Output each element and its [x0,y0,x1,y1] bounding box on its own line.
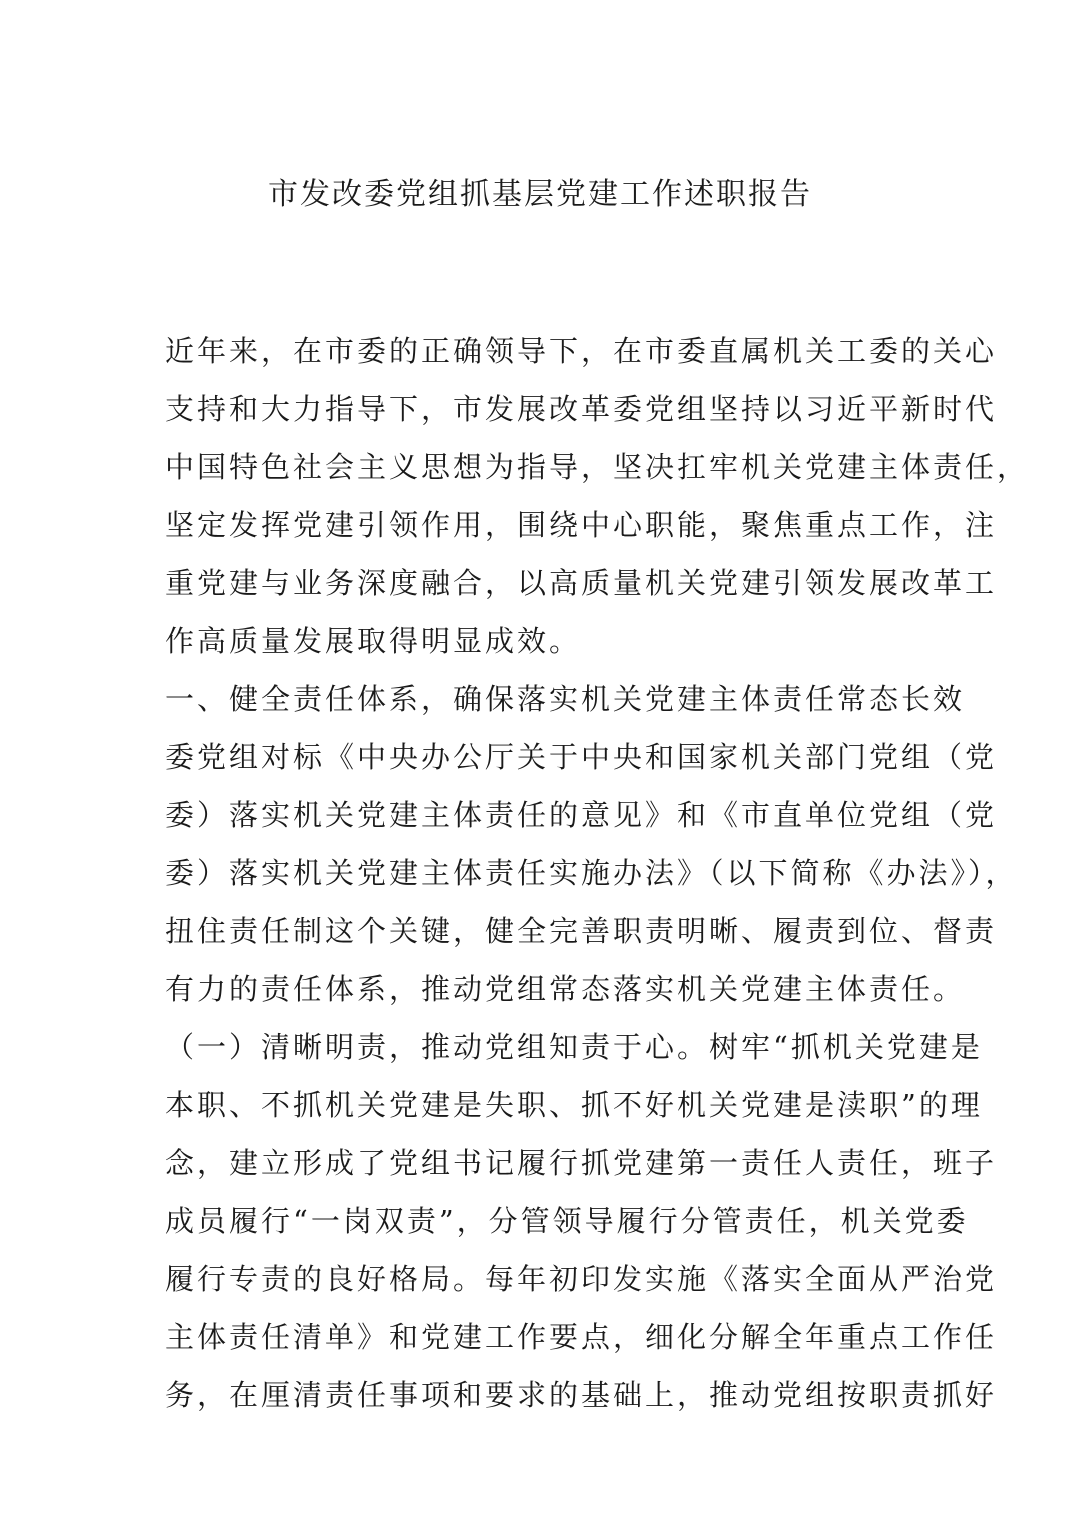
document-title: 市发改委党组抓基层党建工作述职报告 [268,177,812,212]
body-line: 务，在厘清责任事项和要求的基础上，推动党组按职责抓好 [165,1378,998,1412]
body-line: 近年来，在市委的正确领导下，在市委直属机关工委的关心 [165,334,998,368]
subsection-heading: （一）清晰明责，推动党组知责于心。树牢“抓机关党建是 [165,1030,983,1064]
body-line: 有力的责任体系，推动党组常态落实机关党建主体责任。 [165,972,966,1006]
body-line: 委）落实机关党建主体责任实施办法》（以下简称《办法》）， [165,856,1018,890]
body-line: 本职、不抓机关党建是失职、抓不好机关党建是渎职”的理 [165,1088,983,1122]
body-line: 委）落实机关党建主体责任的意见》和《市直单位党组（党 [165,798,998,832]
body-line: 扭住责任制这个关键，健全完善职责明晰、履责到位、督责 [165,914,998,948]
document-body [165,322,1030,1424]
body-line: 作高质量发展取得明显成效。 [165,624,582,658]
body-line: 坚定发挥党建引领作用，围绕中心职能，聚焦重点工作，注 [165,508,998,542]
body-line: 支持和大力指导下，市发展改革委党组坚持以习近平新时代 [165,392,998,426]
body-line: 重党建与业务深度融合，以高质量机关党建引领发展改革工 [165,566,998,600]
body-line: 履行专责的良好格局。每年初印发实施《落实全面从严治党 [165,1262,998,1296]
body-line: 主体责任清单》和党建工作要点，细化分解全年重点工作任 [165,1320,998,1354]
body-line: 委党组对标《中央办公厅关于中央和国家机关部门党组（党 [165,740,998,774]
body-line: 中国特色社会主义思想为指导，坚决扛牢机关党建主体责任， [165,450,1030,484]
body-line: 成员履行“一岗双责”，分管领导履行分管责任，机关党委 [165,1204,969,1238]
body-line: 念，建立形成了党组书记履行抓党建第一责任人责任，班子 [165,1146,998,1180]
section-heading: 一、健全责任体系，确保落实机关党建主体责任常态长效 [165,682,966,716]
